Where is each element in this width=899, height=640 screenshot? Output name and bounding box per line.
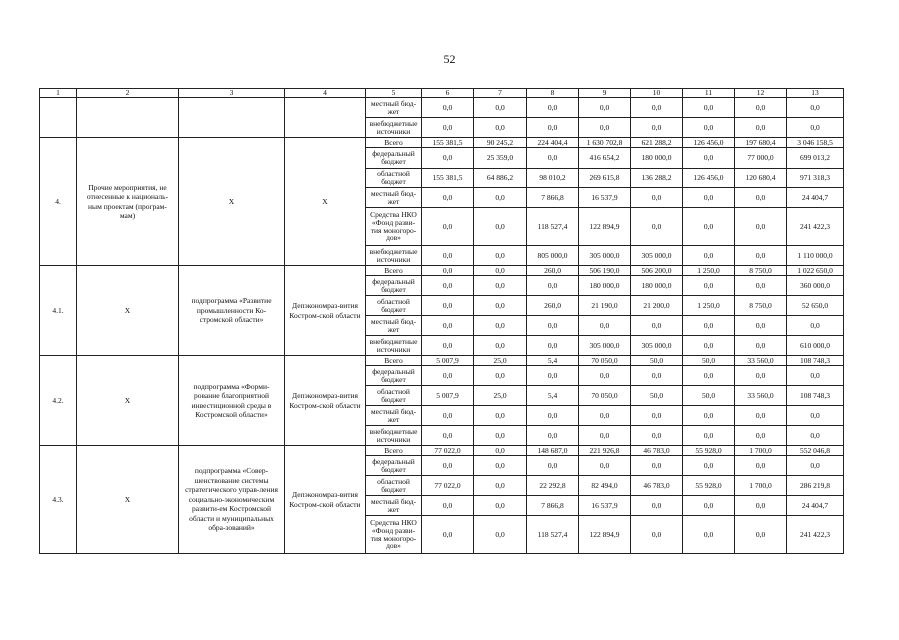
funding-source-cell: областной бюджет (366, 476, 422, 496)
value-cell: 126 456,0 (683, 169, 735, 188)
value-cell: 0,0 (527, 118, 579, 138)
value-cell: 148 687,0 (527, 446, 579, 456)
value-cell: 260,0 (527, 266, 579, 276)
column-header: 8 (527, 89, 579, 98)
value-cell: 241 422,3 (787, 516, 844, 554)
group-col1-cell (40, 98, 77, 138)
value-cell: 0,0 (422, 208, 474, 246)
value-cell: 82 494,0 (579, 476, 631, 496)
group-col2-cell (77, 356, 179, 446)
group-col4-cell (285, 98, 366, 138)
value-cell: 305 000,0 (579, 246, 631, 266)
column-header: 9 (579, 89, 631, 98)
value-cell: 0,0 (683, 148, 735, 169)
group-col3-cell (179, 446, 285, 554)
value-cell: 221 926,8 (579, 446, 631, 456)
funding-source-cell: областной бюджет (366, 296, 422, 316)
value-cell: 269 615,8 (579, 169, 631, 188)
group-col1-cell (40, 446, 77, 554)
page-number: 52 (443, 52, 456, 66)
funding-source-cell: областной бюджет (366, 169, 422, 188)
value-cell: 7 866,8 (527, 188, 579, 208)
value-cell: 0,0 (474, 296, 527, 316)
value-cell: 0,0 (422, 246, 474, 266)
value-cell: 118 527,4 (527, 516, 579, 554)
value-cell: 0,0 (631, 188, 683, 208)
value-cell: 24 404,7 (787, 188, 844, 208)
value-cell: 0,0 (474, 496, 527, 516)
value-cell: 16 537,9 (579, 188, 631, 208)
value-cell: 0,0 (735, 98, 787, 118)
value-cell: 0,0 (735, 456, 787, 476)
value-cell: 0,0 (474, 366, 527, 386)
value-cell: 305 000,0 (631, 336, 683, 356)
value-cell: 0,0 (631, 456, 683, 476)
value-cell: 0,0 (422, 316, 474, 336)
value-cell: 241 422,3 (787, 208, 844, 246)
funding-source-cell: внебюджетные источники (366, 336, 422, 356)
group-col3-text: подпрограмма «Развитие промышленности Ко-стромской области» (191, 296, 272, 325)
value-cell: 1 630 702,8 (579, 138, 631, 148)
group-col4-cell (285, 266, 366, 356)
table-row (40, 356, 844, 366)
value-cell: 971 318,3 (787, 169, 844, 188)
value-cell: 16 537,9 (579, 496, 631, 516)
value-cell: 126 456,0 (683, 138, 735, 148)
value-cell: 46 783,0 (631, 446, 683, 456)
value-cell: 0,0 (422, 516, 474, 554)
value-cell: 25,0 (474, 356, 527, 366)
value-cell: 1 110 000,0 (787, 246, 844, 266)
column-header: 12 (735, 89, 787, 98)
value-cell: 610 000,0 (787, 336, 844, 356)
group-col1-text: 4.1. (52, 305, 64, 315)
value-cell: 0,0 (787, 426, 844, 446)
group-col4-cell (285, 138, 366, 266)
value-cell: 122 894,9 (579, 516, 631, 554)
value-cell: 0,0 (787, 406, 844, 426)
value-cell: 0,0 (474, 426, 527, 446)
value-cell: 3 046 158,5 (787, 138, 844, 148)
column-header: 5 (366, 89, 422, 98)
value-cell: 0,0 (683, 366, 735, 386)
funding-source-cell: Средства НКО «Фонд разви-тия моногоро-дов» (366, 208, 422, 246)
funding-source-cell: внебюджетные источники (366, 246, 422, 266)
column-header: 3 (179, 89, 285, 98)
value-cell: 70 050,0 (579, 386, 631, 406)
value-cell: 122 894,9 (579, 208, 631, 246)
value-cell: 0,0 (474, 118, 527, 138)
value-cell: 77 022,0 (422, 446, 474, 456)
value-cell: 0,0 (422, 406, 474, 426)
value-cell: 552 046,8 (787, 446, 844, 456)
value-cell: 0,0 (683, 316, 735, 336)
group-col1-text: 4.2. (52, 395, 64, 405)
value-cell: 55 928,0 (683, 476, 735, 496)
value-cell: 0,0 (579, 426, 631, 446)
funding-source-cell: местный бюд-жет (366, 98, 422, 118)
value-cell: 0,0 (474, 208, 527, 246)
value-cell: 0,0 (527, 456, 579, 476)
group-col3-cell (179, 266, 285, 356)
value-cell: 21 200,0 (631, 296, 683, 316)
value-cell: 25,0 (474, 386, 527, 406)
value-cell: 0,0 (683, 208, 735, 246)
group-col3-text: подпрограмма «Форми-рование благоприятной инвестиционной среды в Костромской области» (191, 381, 272, 419)
budget-table (39, 88, 844, 554)
value-cell: 0,0 (579, 316, 631, 336)
value-cell: 90 245,2 (474, 138, 527, 148)
value-cell: 224 404,4 (527, 138, 579, 148)
table-row (40, 446, 844, 456)
table-row (40, 98, 844, 118)
value-cell: 0,0 (527, 148, 579, 169)
value-cell: 0,0 (787, 456, 844, 476)
group-col2-cell (77, 446, 179, 554)
value-cell: 21 190,0 (579, 296, 631, 316)
value-cell: 0,0 (527, 98, 579, 118)
value-cell: 621 288,2 (631, 138, 683, 148)
value-cell: 70 050,0 (579, 356, 631, 366)
column-header: 6 (422, 89, 474, 98)
value-cell: 180 000,0 (631, 148, 683, 169)
value-cell: 136 288,2 (631, 169, 683, 188)
value-cell: 50,0 (683, 386, 735, 406)
value-cell: 506 190,0 (579, 266, 631, 276)
group-col1-text: 4.3. (52, 494, 64, 504)
value-cell: 0,0 (474, 516, 527, 554)
group-col4-text: Депэкономраз-вития Костром-ской области (289, 391, 361, 410)
value-cell: 0,0 (474, 316, 527, 336)
table-row (40, 266, 844, 276)
value-cell: 0,0 (787, 98, 844, 118)
value-cell: 1 700,0 (735, 446, 787, 456)
value-cell: 0,0 (735, 246, 787, 266)
group-col1-cell (40, 356, 77, 446)
value-cell: 0,0 (787, 366, 844, 386)
funding-source-cell: областной бюджет (366, 386, 422, 406)
value-cell: 8 750,0 (735, 296, 787, 316)
value-cell: 0,0 (683, 496, 735, 516)
value-cell: 0,0 (474, 266, 527, 276)
funding-source-cell: Всего (366, 356, 422, 366)
value-cell: 286 219,8 (787, 476, 844, 496)
group-col1-cell (40, 266, 77, 356)
value-cell: 0,0 (474, 188, 527, 208)
value-cell: 0,0 (422, 456, 474, 476)
group-col3-text: подпрограмма «Совер-шенствование системы стратегического управ-ления социально-экономическим развити-ем Костромской области и муниципальных обра-зований» (185, 466, 278, 533)
value-cell: 0,0 (631, 366, 683, 386)
value-cell: 0,0 (735, 118, 787, 138)
value-cell: 0,0 (683, 406, 735, 426)
value-cell: 0,0 (579, 406, 631, 426)
value-cell: 77 022,0 (422, 476, 474, 496)
group-col3-cell (179, 356, 285, 446)
value-cell: 0,0 (422, 148, 474, 169)
column-header: 7 (474, 89, 527, 98)
group-col1-text: 4. (55, 196, 61, 206)
value-cell: 0,0 (474, 406, 527, 426)
value-cell: 33 560,0 (735, 356, 787, 366)
value-cell: 0,0 (422, 296, 474, 316)
group-col2-text: Х (124, 494, 131, 504)
value-cell: 0,0 (422, 188, 474, 208)
group-col4-text: Депэкономраз-вития Костром-ской области (289, 490, 361, 509)
value-cell: 1 700,0 (735, 476, 787, 496)
value-cell: 5,4 (527, 386, 579, 406)
column-header: 11 (683, 89, 735, 98)
table-row (40, 138, 844, 148)
value-cell: 805 000,0 (527, 246, 579, 266)
value-cell: 50,0 (683, 356, 735, 366)
value-cell: 0,0 (683, 426, 735, 446)
value-cell: 108 748,3 (787, 386, 844, 406)
column-header: 10 (631, 89, 683, 98)
value-cell: 0,0 (631, 98, 683, 118)
value-cell: 0,0 (631, 208, 683, 246)
value-cell: 0,0 (474, 336, 527, 356)
value-cell: 0,0 (735, 496, 787, 516)
value-cell: 0,0 (474, 246, 527, 266)
value-cell: 25 359,0 (474, 148, 527, 169)
value-cell: 0,0 (422, 98, 474, 118)
value-cell: 118 527,4 (527, 208, 579, 246)
value-cell: 8 750,0 (735, 266, 787, 276)
value-cell: 0,0 (787, 118, 844, 138)
column-header: 2 (77, 89, 179, 98)
funding-source-cell: внебюджетные источники (366, 118, 422, 138)
value-cell: 0,0 (735, 366, 787, 386)
value-cell: 0,0 (735, 188, 787, 208)
value-cell: 0,0 (735, 516, 787, 554)
value-cell: 0,0 (787, 316, 844, 336)
group-col4-cell (285, 446, 366, 554)
value-cell: 0,0 (474, 446, 527, 456)
group-col4-text: Х (322, 196, 328, 206)
value-cell: 0,0 (527, 336, 579, 356)
group-col3-text: Х (228, 196, 235, 206)
value-cell: 0,0 (474, 276, 527, 296)
value-cell: 0,0 (735, 208, 787, 246)
header-row (40, 89, 844, 98)
value-cell: 0,0 (579, 366, 631, 386)
value-cell: 0,0 (683, 118, 735, 138)
group-col4-cell (285, 356, 366, 446)
group-col3-cell (179, 98, 285, 138)
value-cell: 120 680,4 (735, 169, 787, 188)
funding-source-cell: местный бюд-жет (366, 188, 422, 208)
value-cell: 0,0 (422, 266, 474, 276)
value-cell: 1 250,0 (683, 266, 735, 276)
group-col2-text: Х (124, 305, 131, 315)
column-header: 4 (285, 89, 366, 98)
value-cell: 0,0 (735, 316, 787, 336)
group-col2-text: Прочие мероприятия, не отнесенные к националь-ным проектам (програм-мам) (86, 182, 169, 220)
group-col4-text: Депэкономраз-вития Костром-ской области (289, 301, 361, 320)
value-cell: 155 381,5 (422, 138, 474, 148)
value-cell: 0,0 (474, 98, 527, 118)
value-cell: 197 680,4 (735, 138, 787, 148)
group-col1-cell (40, 138, 77, 266)
value-cell: 0,0 (579, 456, 631, 476)
value-cell: 260,0 (527, 296, 579, 316)
value-cell: 0,0 (683, 516, 735, 554)
value-cell: 0,0 (527, 426, 579, 446)
funding-source-cell: федеральный бюджет (366, 456, 422, 476)
value-cell: 0,0 (527, 316, 579, 336)
value-cell: 77 000,0 (735, 148, 787, 169)
value-cell: 0,0 (422, 496, 474, 516)
value-cell: 155 381,5 (422, 169, 474, 188)
value-cell: 1 250,0 (683, 296, 735, 316)
funding-source-cell: Всего (366, 266, 422, 276)
value-cell: 0,0 (683, 276, 735, 296)
value-cell: 0,0 (422, 336, 474, 356)
funding-source-cell: федеральный бюджет (366, 366, 422, 386)
value-cell: 305 000,0 (631, 246, 683, 266)
value-cell: 0,0 (527, 276, 579, 296)
value-cell: 50,0 (631, 386, 683, 406)
value-cell: 0,0 (631, 316, 683, 336)
value-cell: 0,0 (683, 336, 735, 356)
value-cell: 7 866,8 (527, 496, 579, 516)
value-cell: 360 000,0 (787, 276, 844, 296)
value-cell: 0,0 (683, 188, 735, 208)
column-header: 13 (787, 89, 844, 98)
value-cell: 0,0 (683, 246, 735, 266)
value-cell: 0,0 (683, 98, 735, 118)
value-cell: 0,0 (579, 118, 631, 138)
value-cell: 22 292,8 (527, 476, 579, 496)
value-cell: 52 650,0 (787, 296, 844, 316)
value-cell: 0,0 (527, 366, 579, 386)
value-cell: 0,0 (735, 276, 787, 296)
value-cell: 416 654,2 (579, 148, 631, 169)
value-cell: 5 007,9 (422, 386, 474, 406)
funding-source-cell: местный бюд-жет (366, 406, 422, 426)
value-cell: 0,0 (422, 118, 474, 138)
value-cell: 506 200,0 (631, 266, 683, 276)
funding-source-cell: Всего (366, 446, 422, 456)
group-col2-cell (77, 138, 179, 266)
value-cell: 0,0 (735, 426, 787, 446)
funding-source-cell: федеральный бюджет (366, 148, 422, 169)
value-cell: 0,0 (527, 406, 579, 426)
funding-source-cell: внебюджетные источники (366, 426, 422, 446)
funding-source-cell: федеральный бюджет (366, 276, 422, 296)
funding-source-cell: Всего (366, 138, 422, 148)
value-cell: 108 748,3 (787, 356, 844, 366)
value-cell: 180 000,0 (631, 276, 683, 296)
group-col2-text: Х (124, 395, 131, 405)
group-col2-cell (77, 98, 179, 138)
value-cell: 64 886,2 (474, 169, 527, 188)
value-cell: 180 000,0 (579, 276, 631, 296)
value-cell: 0,0 (631, 406, 683, 426)
funding-source-cell: местный бюд-жет (366, 316, 422, 336)
value-cell: 0,0 (735, 406, 787, 426)
value-cell: 0,0 (422, 276, 474, 296)
value-cell: 0,0 (631, 426, 683, 446)
value-cell: 46 783,0 (631, 476, 683, 496)
value-cell: 0,0 (474, 456, 527, 476)
funding-source-cell: Средства НКО «Фонд разви-тия моногоро-дов» (366, 516, 422, 554)
value-cell: 98 010,2 (527, 169, 579, 188)
value-cell: 0,0 (631, 496, 683, 516)
value-cell: 0,0 (422, 366, 474, 386)
value-cell: 305 000,0 (579, 336, 631, 356)
value-cell: 5 007,9 (422, 356, 474, 366)
value-cell: 5,4 (527, 356, 579, 366)
value-cell: 0,0 (631, 516, 683, 554)
value-cell: 699 013,2 (787, 148, 844, 169)
value-cell: 0,0 (683, 456, 735, 476)
value-cell: 50,0 (631, 356, 683, 366)
funding-source-cell: местный бюд-жет (366, 496, 422, 516)
group-col3-cell (179, 138, 285, 266)
column-header: 1 (40, 89, 77, 98)
value-cell: 0,0 (735, 336, 787, 356)
value-cell: 0,0 (631, 118, 683, 138)
value-cell: 24 404,7 (787, 496, 844, 516)
value-cell: 0,0 (422, 426, 474, 446)
value-cell: 33 560,0 (735, 386, 787, 406)
value-cell: 0,0 (474, 476, 527, 496)
value-cell: 1 022 650,0 (787, 266, 844, 276)
value-cell: 0,0 (579, 98, 631, 118)
group-col2-cell (77, 266, 179, 356)
value-cell: 55 928,0 (683, 446, 735, 456)
